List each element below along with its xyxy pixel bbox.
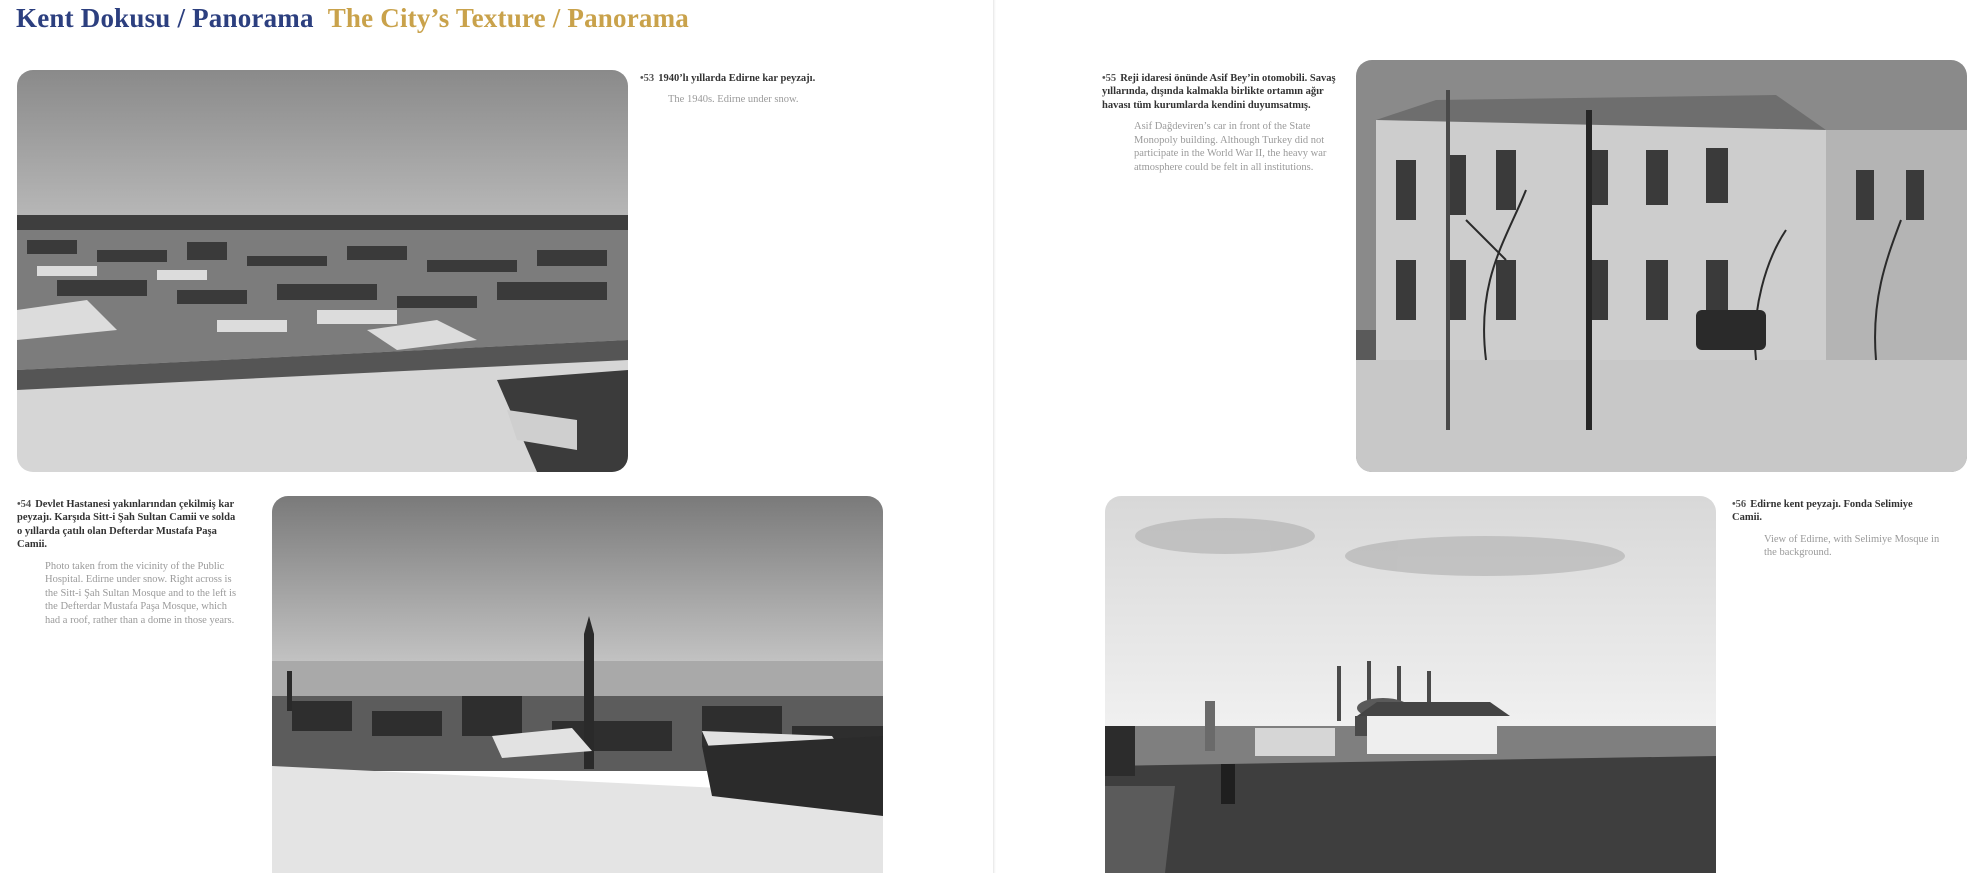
caption-56 <box>1732 498 1944 560</box>
caption-53 <box>640 72 890 107</box>
caption-text-en: Photo taken from the vicinity of the Public Hospital. Edirne under snow. Right across is the Sitt-i Şah Sultan Mosque and to the left is the Defterdar Mustafa Paşa Mosque, which had a roof, rather than a dome in those years. <box>45 560 237 626</box>
caption-number: •54 <box>17 499 32 510</box>
caption-54 <box>17 498 239 627</box>
caption-text-en: Asif Dağdeviren’s car in front of the State Monopoly building. Although Turkey did not participate in the World War II, the heavy war atmosphere could be felt in all institutions. <box>1134 121 1327 173</box>
photo-56 <box>1105 496 1716 873</box>
caption-text-en: The 1940s. Edirne under snow. <box>668 94 799 106</box>
photo-54 <box>272 496 883 873</box>
caption-text-tr: Reji idaresi önünde Asif Bey’in otomobili. Savaş yıllarında, dışında kalmakla birlikte ortamın ağır havası tüm kurumlarda kendini duyumsatmış. <box>1102 73 1336 111</box>
caption-number: •56 <box>1732 499 1747 510</box>
page-header <box>16 1 689 35</box>
photo-53 <box>17 70 628 472</box>
caption-text-en: View of Edirne, with Selimiye Mosque in the background. <box>1764 533 1940 559</box>
header-title-en: The City’s Texture / Panorama <box>327 3 689 33</box>
caption-text-tr: Edirne kent peyzajı. Fonda Selimiye Camii. <box>1732 499 1913 524</box>
caption-text-tr: 1940’lı yıllarda Edirne kar peyzajı. <box>658 73 816 84</box>
photo-55 <box>1356 60 1967 472</box>
header-title-tr: Kent Dokusu / Panorama <box>16 3 314 33</box>
caption-55 <box>1102 72 1347 174</box>
spread-divider <box>993 0 996 873</box>
caption-number: •53 <box>640 73 655 84</box>
caption-number: •55 <box>1102 73 1117 84</box>
caption-text-tr: Devlet Hastanesi yakınlarından çekilmiş kar peyzajı. Karşıda Sitt-i Şah Sultan Camii ve solda o yıllarda çatılı olan Defterdar Mustafa Paşa Camii. <box>17 499 236 551</box>
